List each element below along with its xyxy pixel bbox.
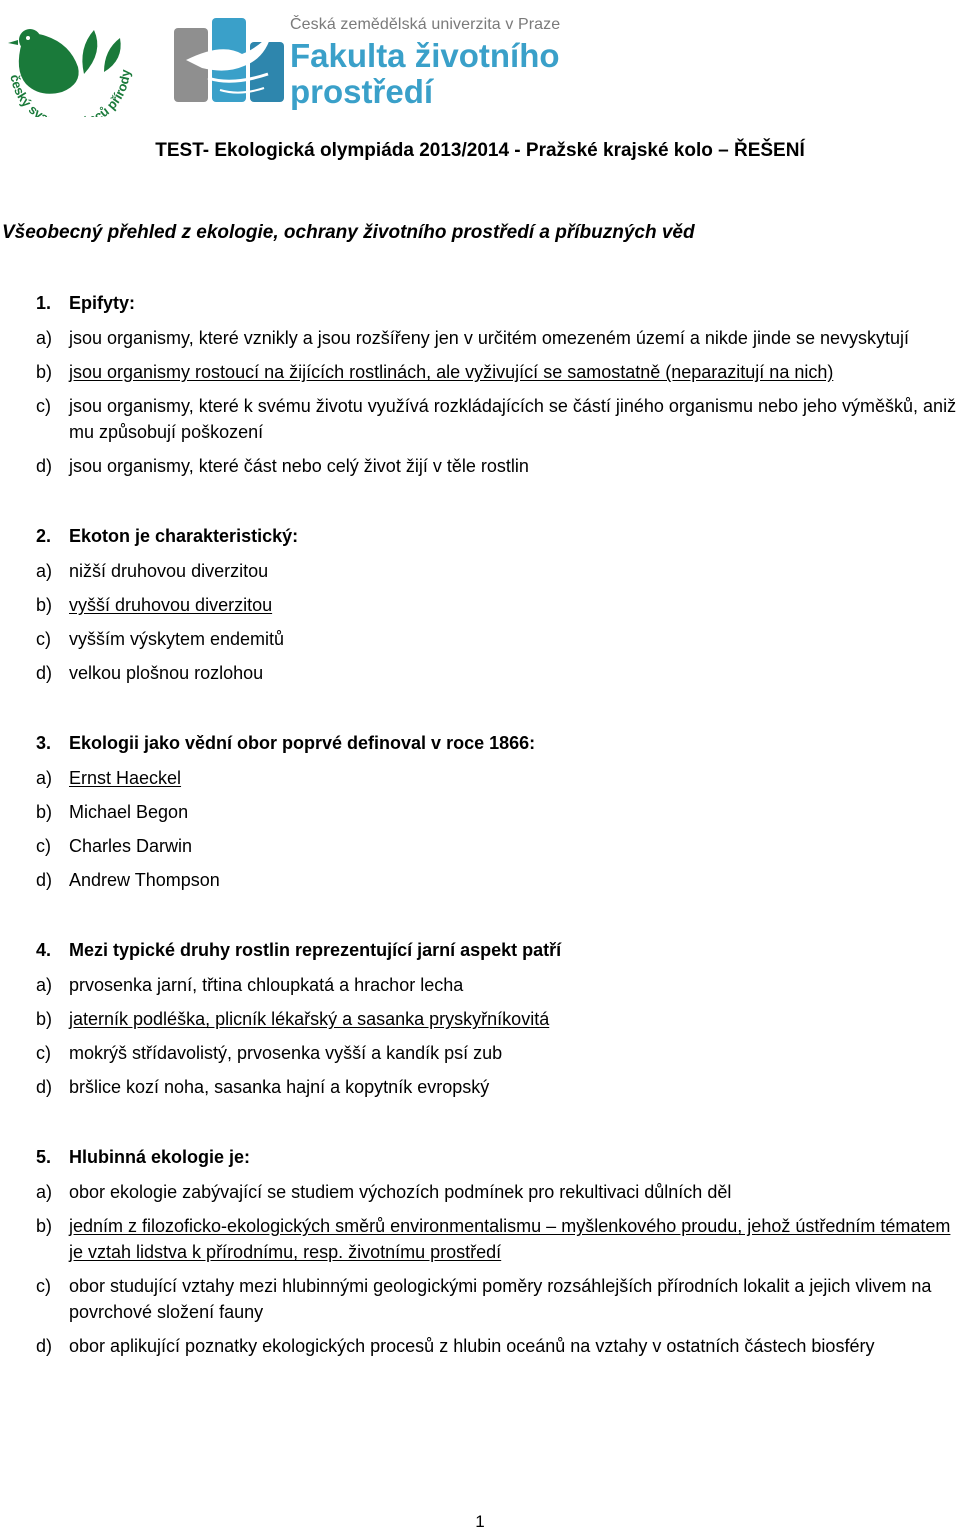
option-letter: b) <box>36 595 53 615</box>
option-text: Michael Begon <box>69 802 189 822</box>
question-heading <box>36 1145 960 1179</box>
option-text: velkou plošnou rozlohou <box>69 663 264 683</box>
option-letter: a) <box>36 975 53 995</box>
option-letter: a) <box>36 561 53 581</box>
question-number: 3. <box>36 733 52 753</box>
question-heading <box>36 524 960 558</box>
section-heading: Všeobecný přehled z ekologie, ochrany životního prostředí a příbuzných věd <box>2 222 695 243</box>
option-letter: a) <box>36 768 53 788</box>
option-text: Charles Darwin <box>69 836 193 856</box>
answer-option <box>36 660 960 686</box>
option-text: vyšším výskytem endemitů <box>69 629 285 649</box>
option-text: obor ekologie zabývající se studiem výchozích podmínek pro rekultivaci důlních děl <box>69 1182 732 1202</box>
answer-option <box>36 325 960 351</box>
question-text: Mezi typické druhy rostlin reprezentující jarní aspekt patří <box>69 940 562 960</box>
question-heading <box>36 731 960 765</box>
page-number: 1 <box>475 1512 485 1531</box>
answer-option-correct <box>36 1006 960 1032</box>
option-letter: a) <box>36 328 53 348</box>
question-number: 4. <box>36 940 52 960</box>
option-letter: d) <box>36 1336 53 1356</box>
answer-option <box>36 1040 960 1066</box>
answer-option <box>36 1333 960 1359</box>
question-text: Epifyty: <box>69 293 136 313</box>
option-letter: b) <box>36 802 53 822</box>
option-text: jsou organismy, které část nebo celý život žijí v těle rostlin <box>69 456 529 476</box>
option-letter: d) <box>36 456 53 476</box>
answer-option <box>36 972 960 998</box>
faculty-logo-icon <box>172 12 292 114</box>
faculty-logo-text <box>290 16 590 110</box>
option-letter: a) <box>36 1182 53 1202</box>
option-letter: c) <box>36 629 51 649</box>
question-number: 1. <box>36 293 52 313</box>
question-2 <box>36 524 960 694</box>
faculty-name-line1: Fakulta životního <box>290 37 560 74</box>
option-text: prvosenka jarní, třtina chloupkatá a hrachor lecha <box>69 975 464 995</box>
question-text: Ekoton je charakteristický: <box>69 526 299 546</box>
answer-option <box>36 833 960 859</box>
question-text: Ekologii jako vědní obor poprvé definoval v roce 1866: <box>69 733 536 753</box>
question-1 <box>36 291 960 487</box>
option-text: mokrýš střídavolistý, prvosenka vyšší a kandík psí zub <box>69 1043 503 1063</box>
answer-option <box>36 1273 960 1325</box>
answer-option <box>36 558 960 584</box>
option-text: jaterník podléška, plicník lékařský a sasanka pryskyřníkovitá <box>69 1009 550 1029</box>
option-letter: b) <box>36 362 53 382</box>
answer-option-correct <box>36 765 960 791</box>
answer-option <box>36 393 960 445</box>
option-text: obor studující vztahy mezi hlubinnými geologickými poměry rozsáhlejších přírodních lokalit a jejich vlivem na povrchové složení fauny <box>69 1276 932 1322</box>
faculty-name-line2: prostředí <box>290 73 434 110</box>
option-text: obor aplikující poznatky ekologických procesů z hlubin oceánů na vztahy v ostatních částech biosféry <box>69 1336 875 1356</box>
answer-option <box>36 1074 960 1100</box>
answer-option <box>36 453 960 479</box>
option-letter: c) <box>36 1043 51 1063</box>
question-number: 2. <box>36 526 52 546</box>
option-letter: c) <box>36 836 51 856</box>
question-5 <box>36 1145 960 1367</box>
option-text: Ernst Haeckel <box>69 768 182 788</box>
option-text: jsou organismy rostoucí na žijících rostlinách, ale vyživující se samostatně (neparazitují na nich) <box>69 362 834 382</box>
option-letter: d) <box>36 870 53 890</box>
option-text: Andrew Thompson <box>69 870 220 890</box>
answer-option-correct <box>36 359 960 385</box>
answer-option <box>36 799 960 825</box>
answer-option <box>36 1179 960 1205</box>
option-letter: b) <box>36 1216 53 1236</box>
option-letter: d) <box>36 663 53 683</box>
option-text: bršlice kozí noha, sasanka hajní a kopytník evropský <box>69 1077 490 1097</box>
answer-option <box>36 626 960 652</box>
document-title: TEST- Ekologická olympiáda 2013/2014 - Pražské krajské kolo – ŘEŠENÍ <box>155 140 805 161</box>
option-text: vyšší druhovou diverzitou <box>69 595 273 615</box>
option-letter: b) <box>36 1009 53 1029</box>
option-letter: c) <box>36 1276 51 1296</box>
option-text: nižší druhovou diverzitou <box>69 561 269 581</box>
option-letter: d) <box>36 1077 53 1097</box>
option-text: jsou organismy, které vznikly a jsou rozšířeny jen v určitém omezeném území a nikde jinde se nevyskytují <box>69 328 910 348</box>
question-4 <box>36 938 960 1108</box>
university-name: Česká zemědělská univerzita v Praze <box>290 16 561 33</box>
question-text: Hlubinná ekologie je: <box>69 1147 251 1167</box>
answer-option-correct <box>36 1213 960 1265</box>
answer-option-correct <box>36 592 960 618</box>
question-number: 5. <box>36 1147 52 1167</box>
option-letter: c) <box>36 396 51 416</box>
csop-logo <box>0 12 138 117</box>
option-text: jsou organismy, které k svému životu využívá rozkládajících se částí jiného organismu nebo jeho výměšků, aniž mu způsobují poškození <box>69 396 957 442</box>
question-heading <box>36 291 960 325</box>
option-text: jedním z filozoficko-ekologických směrů environmentalismu – myšlenkového proudu, jehož ústředním tématem je vztah lidstva k přírodnímu, resp. životnímu prostředí <box>69 1216 951 1262</box>
answer-option <box>36 867 960 893</box>
question-heading <box>36 938 960 972</box>
question-3 <box>36 731 960 901</box>
csop-logo-text: český sv ců přírody <box>7 68 134 117</box>
